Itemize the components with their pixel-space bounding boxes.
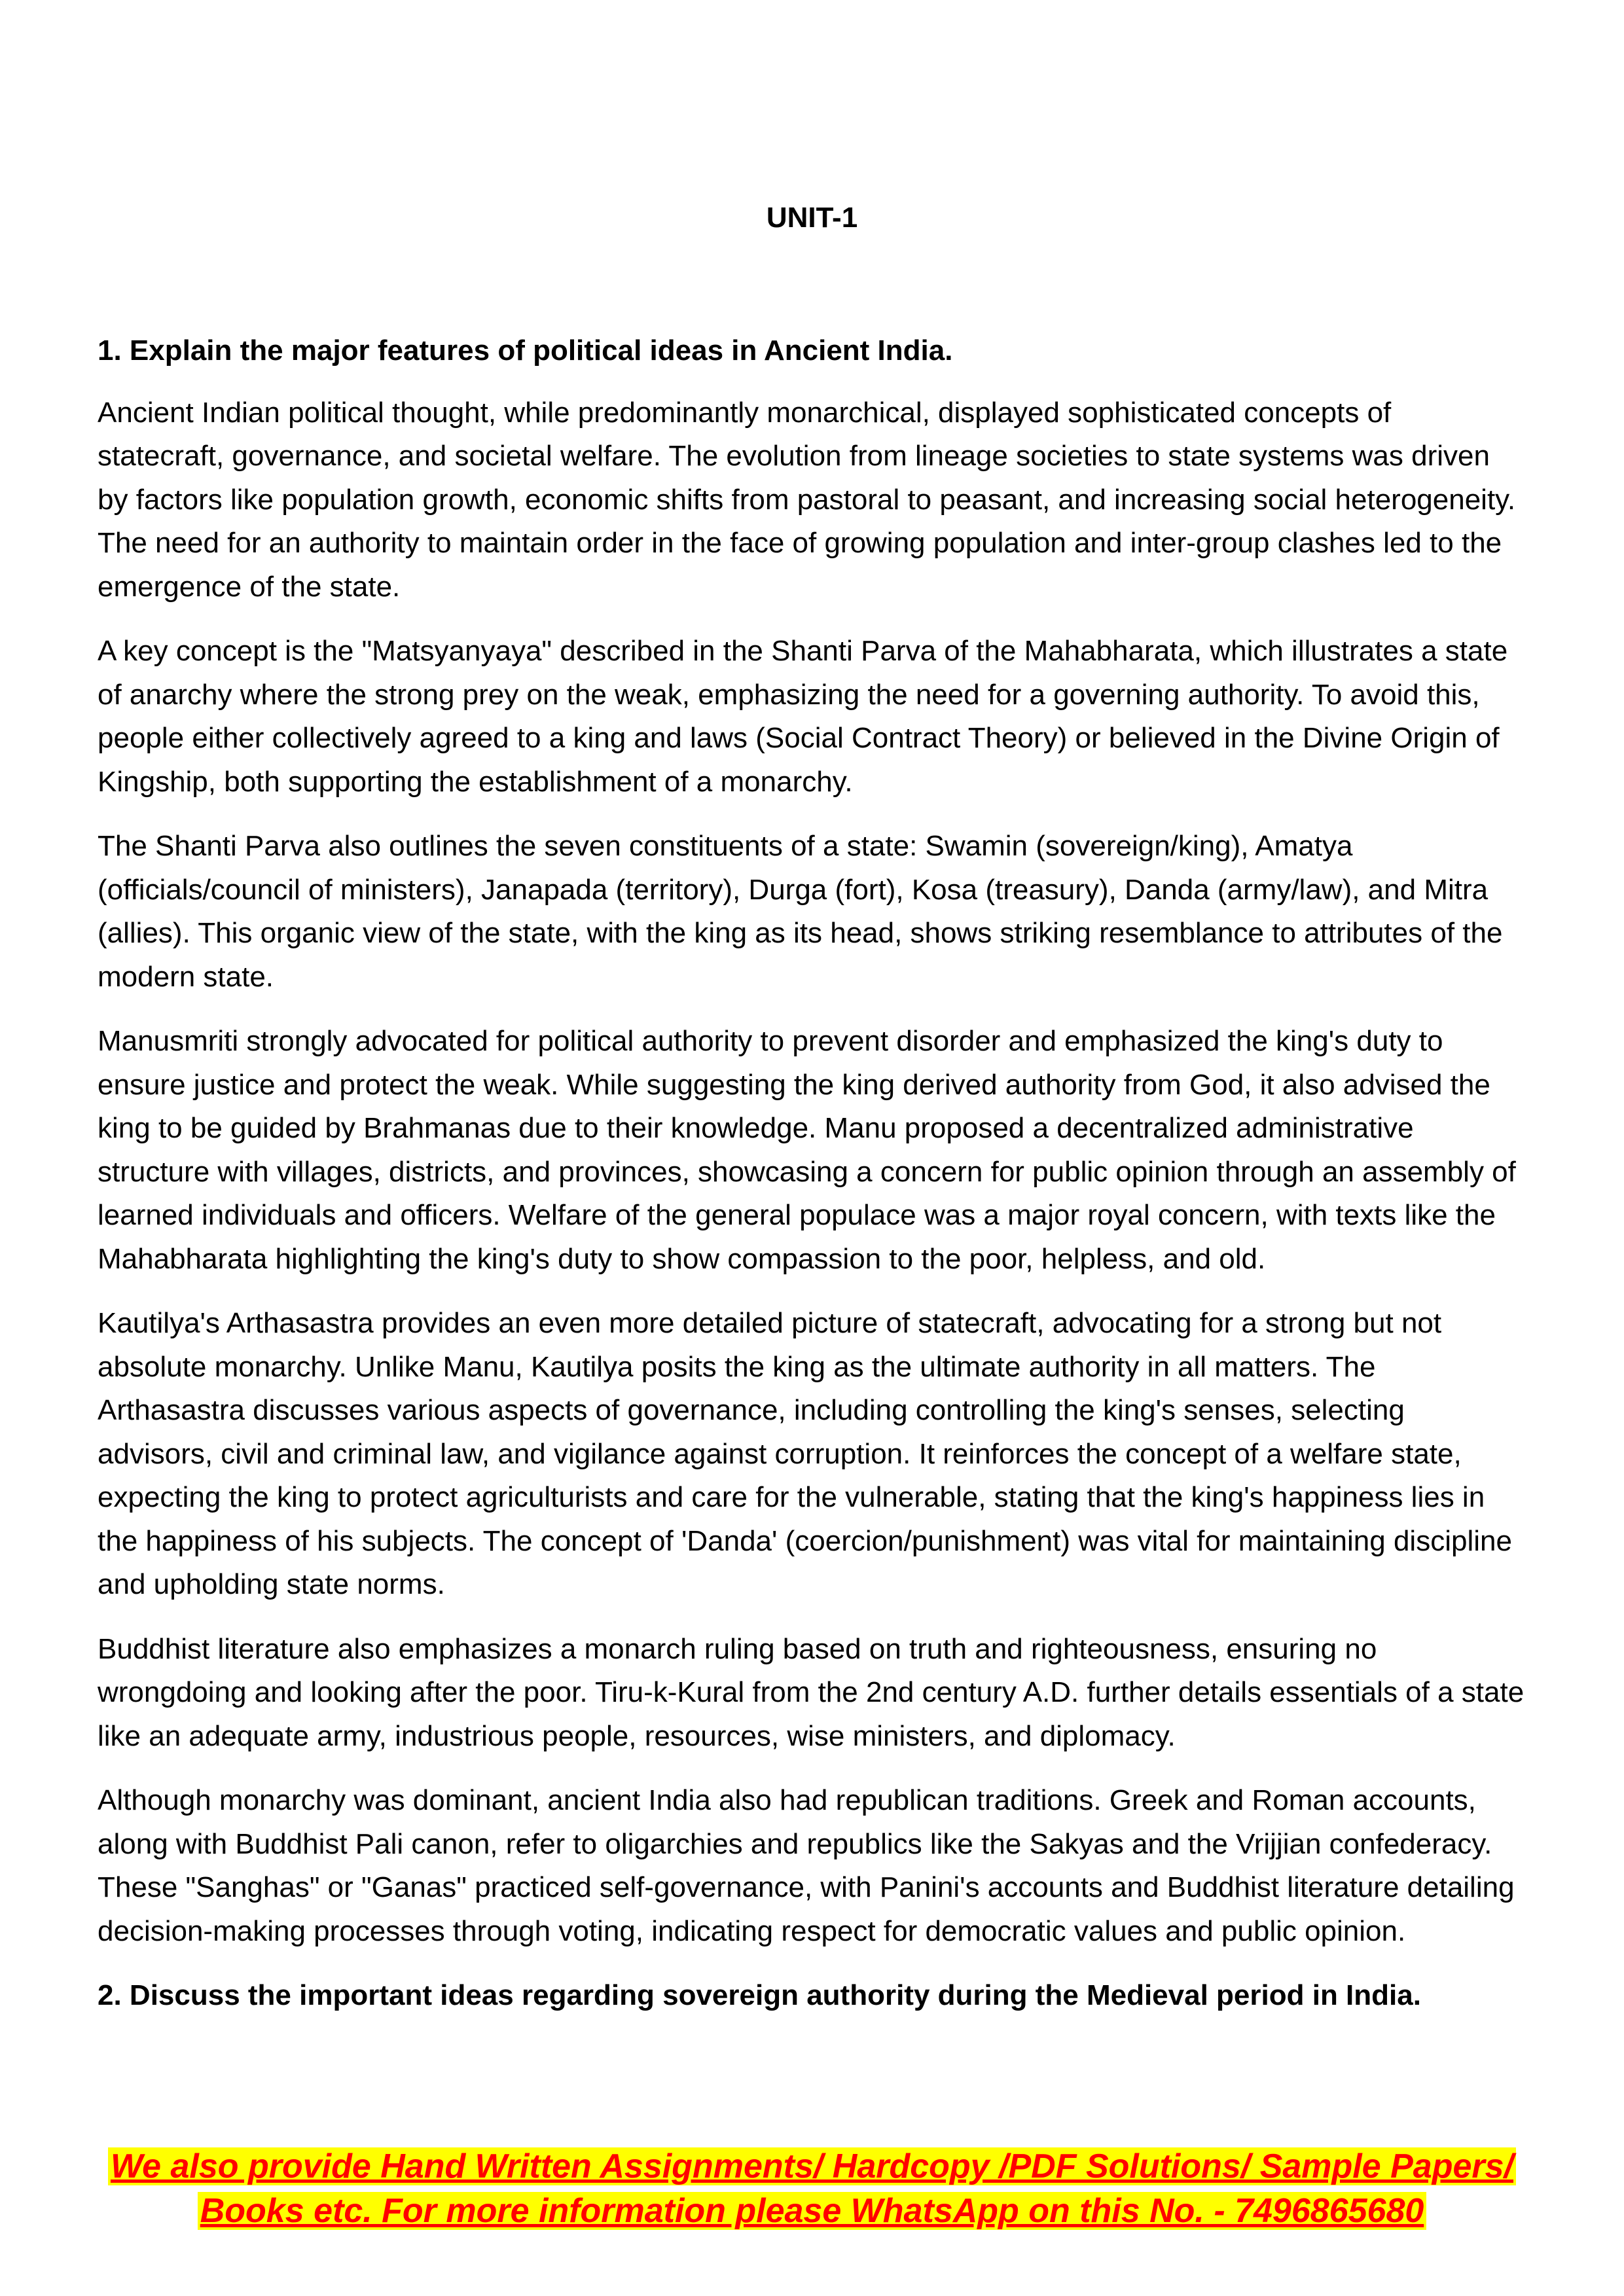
paragraph-republican-traditions: Although monarchy was dominant, ancient India also had republican traditions. Greek and Roman accounts, along with Buddhist Pali canon, refer to oligarchies and republics like the Sakyas and the Vrijjian confederacy. These "Sanghas" or "Ganas" practiced self-governance, with Panini's accounts and Buddhist literature detailing decision-making processes through voting, indicating respect for democratic values and public opinion. (98, 1784, 1515, 1947)
question-1-heading: 1. Explain the major features of political ideas in Ancient India. (98, 334, 953, 367)
unit-title: UNIT-1 (766, 202, 858, 234)
paragraph-manusmriti: Manusmriti strongly advocated for political authority to prevent disorder and emphasized the king's duty to ensure justice and protect the weak. While suggesting the king derived authority from God, it also advised the king to be guided by Brahmanas due to their knowledge. Manu proposed a decentralized administrative structure with villages, districts, and provinces, showcasing a concern for public opinion through an assembly of learned individuals and officers. Welfare of the general populace was a major royal concern, with texts like the Mahabharata highlighting the king's duty to show compassion to the poor, helpless, and old. (98, 1025, 1516, 1275)
paragraph-state-emergence: Ancient Indian political thought, while predominantly monarchical, displayed sophisticated concepts of statecraft, governance, and societal welfare. The evolution from lineage societies to state systems was driven by factors like population growth, economic shifts from pastoral to peasant, and increasing social heterogeneity. The need for an authority to maintain order in the face of growing population and inter-group clashes led to the emergence of the state. (98, 396, 1516, 603)
paragraph-matsyanyaya: A key concept is the "Matsyanyaya" described in the Shanti Parva of the Mahabharata, which illustrates a state of anarchy where the strong prey on the weak, emphasizing the need for a governing authority. To avoid this, people either collectively agreed to a king and laws (Social Contract Theory) or believed in the Divine Origin of Kingship, both supporting the establishment of a monarchy. (98, 635, 1508, 798)
promo-line-1: We also provide Hand Written Assignments/ Hardcopy /PDF Solutions/ Sample Papers/ (108, 2147, 1516, 2185)
paragraph-arthasastra: Kautilya's Arthasastra provides an even more detailed picture of statecraft, advocating for a strong but not absolute monarchy. Unlike Manu, Kautilya posits the king as the ultimate authority in all matters. The Arthasastra discusses various aspects of governance, including controlling the king's senses, selecting advisors, civil and criminal law, and vigilance against corruption. It reinforces the concept of a welfare state, expecting the king to protect agriculturists and care for the vulnerable, stating that the king's happiness lies in the happiness of his subjects. The concept of 'Danda' (coercion/punishment) was vital for maintaining discipline and upholding state norms. (98, 1307, 1512, 1600)
paragraph-buddhist-literature: Buddhist literature also emphasizes a monarch ruling based on truth and righteousness, ensuring no wrongdoing and looking after the poor. Tiru-k-Kural from the 2nd century A.D. further details essentials of a state like an adequate army, industrious people, resources, wise ministers, and diplomacy. (98, 1632, 1525, 1752)
question-2-heading: 2. Discuss the important ideas regarding sovereign authority during the Medieval period in India. (98, 1979, 1421, 2011)
promo-banner (0, 2144, 1624, 2233)
paragraph-seven-constituents: The Shanti Parva also outlines the seven constituents of a state: Swamin (sovereign/king), Amatya (officials/council of ministers), Janapada (territory), Durga (fort), Kosa (treasury), Danda (army/law), and Mitra (allies). This organic view of the state, with the king as its head, shows striking resemblance to attributes of the modern state. (98, 830, 1503, 993)
promo-line-2: Books etc. For more information please WhatsApp on this No. - 7496865680 (198, 2192, 1427, 2230)
document-body (98, 329, 1525, 2036)
